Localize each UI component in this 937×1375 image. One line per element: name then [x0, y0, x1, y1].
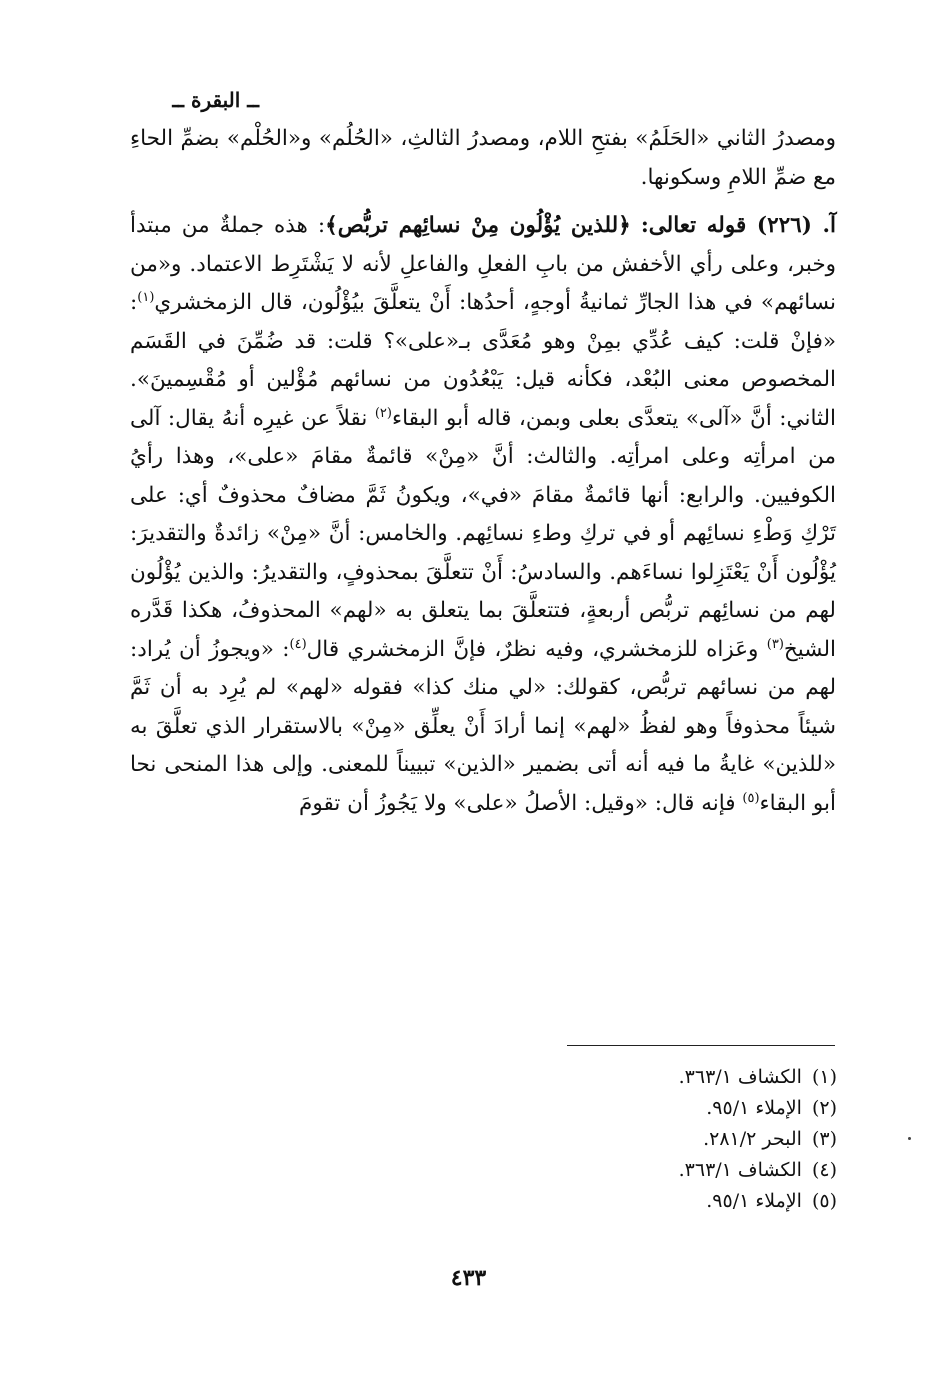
- footnote-3: [679, 1124, 837, 1155]
- footnote-2: [679, 1093, 837, 1124]
- text-segment: نقلاً عن غيرِه أنهُ يقال: آلى من امرأتِه وعلى امرأتِه. والثالث: أنَّ «مِنْ» قائمةٌ مقامَ «على»، وهذا رأيُ الكوفيين. والرابع: أنها قائمةٌ مقامَ «في»، ويكونُ ثَمَّ مضافٌ محذوفٌ أي: على تَرْكِ وَطْءِ نسائِهم أو في تركِ وطءِ نسائِهم. والخامس: أنَّ «مِنْ» زائدةٌ والتقديرَ: يُؤْلُون أَنْ يَعْتَزِلوا نساءَهم. والسادسُ: أَنْ تتعلَّقَ بمحذوفٍ، والتقديرُ: والذين يُؤْلُون لهم من نسائِهم تربُّص أربعةٍ، فتتعلَّقَ بما يتعلق به «لهم» المحذوفُ، هكذا قَدَّره الشيخ: [130, 405, 836, 662]
- text-segment: : «فإنْ قلت: كيف عُدِّي بمِنْ وهو مُعَدَّى بـ«على»؟ قلت: قد ضُمِّنَ في القَسَم المخصوص معنى البُعْد، فكأنه قيل: يَبْعُدُون من نسائهم مُؤْلين أو مُقْسِمينَ». الثاني: أنَّ «آلى» يتعدَّى بعلى وبمن، قاله أبو البقاء: [130, 290, 837, 431]
- footnote-text: الكشاف ٣٦٣/١.: [678, 1066, 802, 1088]
- page-number: ٤٣٣: [450, 1265, 487, 1291]
- footnote-number: (١): [811, 1066, 837, 1088]
- paragraph-1: ومصدرُ الثاني «الحَلَمُ» بفتحِ اللام، ومصدرُ الثالثِ، «الحُلُم» و«الحُلْم» بضمِّ الحاءِ مع ضمِّ اللامِ وسكونها.: [130, 126, 836, 190]
- text-segment: : هذه جملةٌ من مبتدأ وخبر، وعلى رأي الأخفش من بابِ الفعلِ والفاعلِ لأنه لا يَشْتَرِط الاعتماد. و«من نسائهم» في هذا الجارِّ ثمانيةُ أوجهٍ، أحدُها: أَنْ يتعلَّقَ بيُؤْلُون، قال الزمخشري: [130, 213, 836, 315]
- footnote-ref-2: (٢): [374, 405, 392, 421]
- text-segment: فإنه قال: «وقيل: الأصلُ «على» ولا يَجُوزُ أن تقومَ: [299, 790, 743, 816]
- footnote-ref-3: (٣): [766, 636, 784, 652]
- quranic-verse: ﴿للذين يُؤْلُون مِنْ نسائِهم تربُّص﴾: [325, 213, 631, 238]
- footnote-ref-5: (٥): [742, 790, 760, 806]
- footnote-text: الإملاء ٩٥/١.: [706, 1097, 802, 1119]
- footnote-4: [679, 1155, 837, 1186]
- footnote-text: الإملاء ٩٥/١.: [706, 1190, 802, 1212]
- footnote-1: [679, 1062, 837, 1093]
- footnote-text: الكشاف ٣٦٣/١.: [678, 1159, 802, 1181]
- footnotes: [679, 1062, 837, 1217]
- scan-speck: [908, 1137, 911, 1140]
- footnote-ref-1: (١): [137, 289, 155, 305]
- footnote-text: البحر ٢٨١/٢.: [703, 1128, 802, 1150]
- running-head: ــ البقرة ــ: [172, 88, 259, 112]
- body-text: [130, 120, 836, 823]
- footnote-separator: [567, 1045, 835, 1046]
- footnote-number: (٥): [811, 1190, 837, 1212]
- footnote-5: [679, 1186, 837, 1217]
- footnote-number: (٢): [811, 1097, 837, 1119]
- footnote-number: (٤): [811, 1159, 837, 1181]
- text-segment: : «ويجوزُ أن يُراد: لهم من نسائهم تربُّص، كقولك: «لي منك كذا» فقوله «لهم» لم يُرِد به أن ثَمَّ شيئاً محذوفاً وهو لفظُ «لهم» إنما أرادَ أَنْ يعلِّق «مِنْ» بالاستقرار الذي تعلَّقَ به «للذين» غايةُ ما فيه أنه أتى بضمير «الذين» تبييناً للمعنى. وإلى هذا المنحى نحا أبو البقاء: [130, 636, 836, 816]
- footnote-ref-4: (٤): [289, 636, 307, 652]
- paragraph-2: [130, 207, 836, 823]
- text-segment: وعَزاه للزمخشري، وفيه نظرٌ، فإنَّ الزمخشري قال: [306, 636, 767, 662]
- verse-number: آ. (٢٢٦) قوله تعالى:: [640, 213, 837, 238]
- footnote-number: (٣): [811, 1128, 837, 1150]
